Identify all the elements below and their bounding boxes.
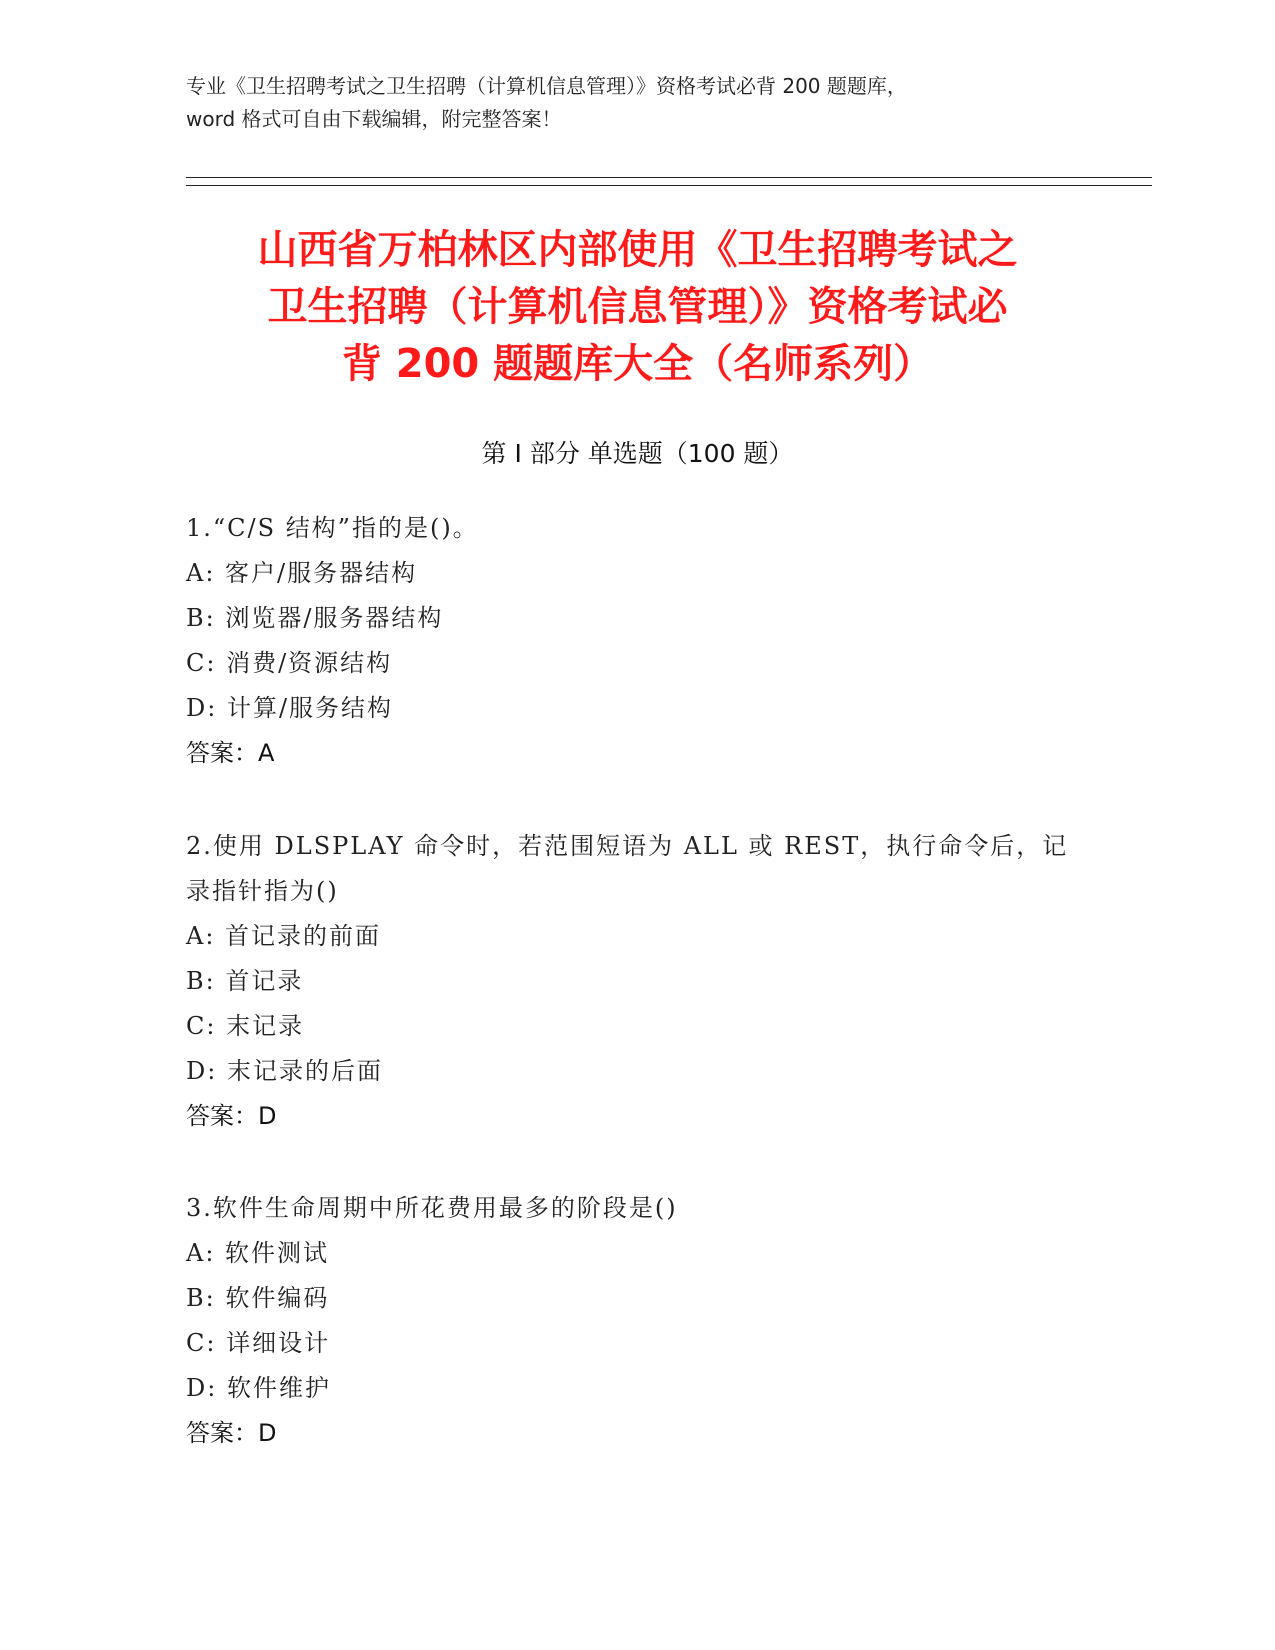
option-d: D: 软件维护 bbox=[186, 1374, 331, 1402]
option-b: B: 浏览器/服务器结构 bbox=[186, 604, 444, 632]
header-note-line-1: 专业《卫生招聘考试之卫生招聘（计算机信息管理）》资格考试必背 200 题题库， bbox=[186, 74, 907, 98]
option-b: B: 首记录 bbox=[186, 967, 304, 995]
option-c: C: 末记录 bbox=[186, 1012, 305, 1040]
option-c: C: 详细设计 bbox=[186, 1329, 331, 1357]
option-d: D: 计算/服务结构 bbox=[186, 694, 394, 722]
document-title bbox=[190, 222, 1085, 393]
option-d: D: 末记录的后面 bbox=[186, 1057, 383, 1085]
section-heading: 第 I 部分 单选题（100 题） bbox=[481, 439, 794, 468]
question-1 bbox=[186, 506, 1086, 776]
option-c: C: 消费/资源结构 bbox=[186, 649, 393, 677]
question-stem: 1.“C/S 结构”指的是()。 bbox=[186, 514, 479, 542]
question-stem-line-1: 2.使用 DLSPLAY 命令时，若范围短语为 ALL 或 REST，执行命令后，记 bbox=[186, 832, 1069, 860]
question-2 bbox=[186, 824, 1086, 1139]
answer-line: 答案：D bbox=[186, 1419, 277, 1447]
divider-bottom bbox=[186, 185, 1152, 186]
header-note-line-2: word 格式可自由下载编辑，附完整答案！ bbox=[186, 107, 562, 131]
option-a: A: 首记录的前面 bbox=[186, 922, 382, 950]
answer-line: 答案：D bbox=[186, 1102, 277, 1130]
divider-top bbox=[186, 177, 1152, 178]
title-line-2: 卫生招聘（计算机信息管理）》资格考试必 bbox=[267, 284, 1008, 330]
title-line-3: 背 200 题题库大全（名师系列） bbox=[341, 341, 934, 387]
option-b: B: 软件编码 bbox=[186, 1284, 330, 1312]
option-a: A: 软件测试 bbox=[186, 1239, 330, 1267]
header-note bbox=[186, 70, 1086, 136]
title-line-1: 山西省万柏林区内部使用《卫生招聘考试之 bbox=[257, 227, 1018, 273]
question-stem: 3.软件生命周期中所花费用最多的阶段是() bbox=[186, 1194, 678, 1222]
option-a: A: 客户/服务器结构 bbox=[186, 559, 418, 587]
question-stem-line-2: 录指针指为() bbox=[186, 877, 339, 905]
question-3 bbox=[186, 1186, 1086, 1456]
answer-line: 答案：A bbox=[186, 739, 275, 767]
